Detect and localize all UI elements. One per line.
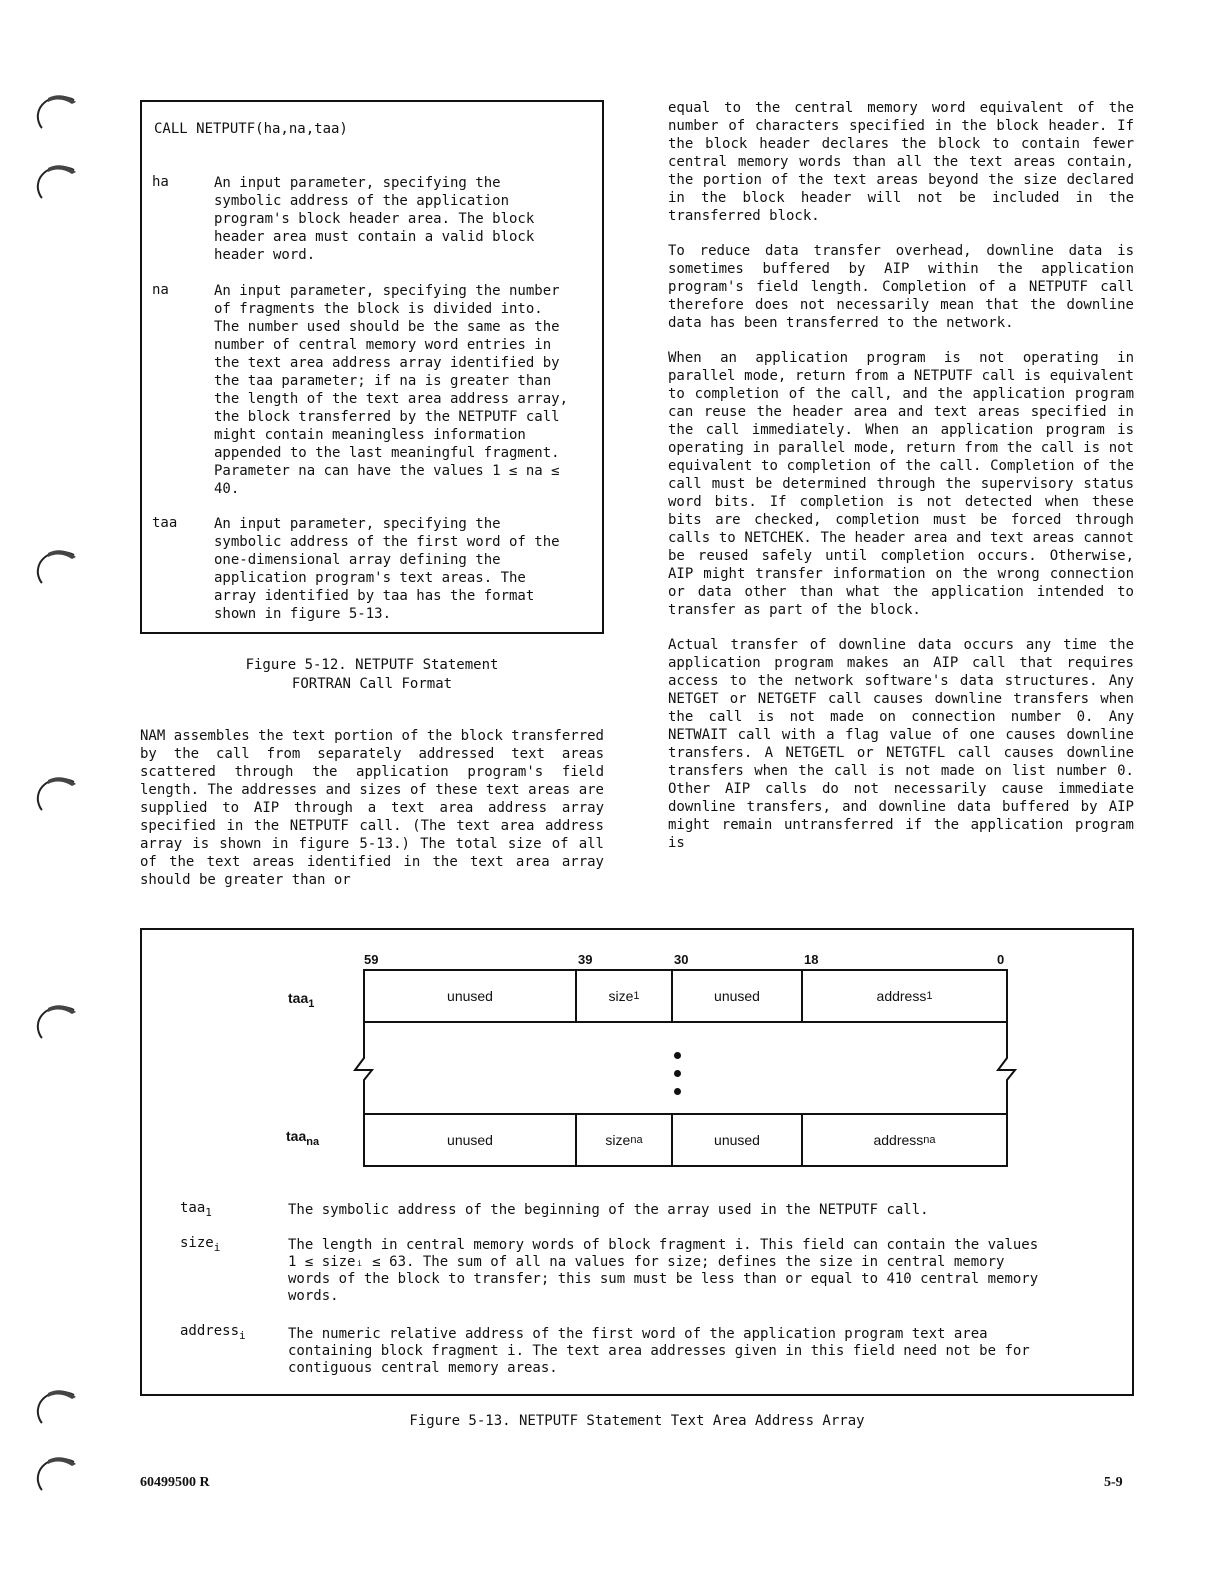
bit-number: 18	[804, 952, 819, 967]
row-label-taana: taa$_{na}$	[286, 1128, 320, 1148]
field-size: size na	[605, 1132, 643, 1148]
bit-number: 39	[578, 952, 593, 967]
body-paragraph: equal to the central memory word equivalent of the number of characters specified in the block header. If the block header declares the block to contain fewer central memory words than all the text areas contain, the portion of the text areas beyond the size declared in the block header will not be included in the transferred block.	[668, 100, 1134, 224]
param-name-taa: taa	[152, 515, 178, 531]
field-address: address na	[873, 1132, 936, 1148]
ellipsis-dot	[674, 1052, 681, 1059]
binder-hole-mark	[34, 90, 78, 134]
page-number: 5-9	[1104, 1475, 1123, 1490]
figure-5-12-caption: Figure 5-12. NETPUTF Statement FORTRAN Call Format	[245, 657, 499, 692]
bit-number: 59	[364, 952, 379, 967]
document-number: 60499500 R	[140, 1475, 210, 1490]
legend-term-size: size$_i$	[180, 1235, 221, 1254]
body-paragraph: To reduce data transfer overhead, downline data is sometimes buffered by AIP within the application program's field length. Completion of a NETPUTF call therefore does not necessarily mean that the downline data has been transferred to the network.	[668, 243, 1134, 331]
field-unused: unused	[714, 988, 760, 1004]
binder-hole-mark	[34, 1452, 78, 1496]
figure-5-13-box	[140, 928, 1134, 1396]
body-paragraph: NAM assembles the text portion of the block transferred by the call from separately addressed text areas scattered through the application program's field length. The addresses and sizes of these text areas are supplied to AIP through a text area address array specified in the NETPUTF call. (The text area address array is shown in figure 5-13.) The total size of all of the text areas identified in the text area array should be greater than or	[140, 728, 604, 888]
body-paragraph: Actual transfer of downline data occurs any time the application program makes an AIP call that requires access to the network software's data structures. Any NETGET or NETGETF call causes downline transfers when the call is not made on connection number 0. Any NETWAIT call with a flag value of one causes downline transfers. A NETGETL or NETGTFL call causes downline transfers when the call is not made on list number 0. Other AIP calls do not necessarily cause immediate downline transfers, and downline data buffered by AIP might remain untransferred if the application program is	[668, 637, 1134, 851]
param-name-ha: ha	[152, 174, 169, 190]
binder-hole-mark	[34, 1000, 78, 1044]
figure-5-13-caption: Figure 5-13. NETPUTF Statement Text Area Address Array	[409, 1413, 865, 1429]
bit-number: 0	[997, 952, 1005, 967]
binder-hole-mark	[34, 545, 78, 589]
field-size: size 1	[608, 988, 640, 1004]
binder-hole-mark	[34, 772, 78, 816]
legend-desc-taa: The symbolic address of the beginning of the array used in the NETPUTF call.	[288, 1202, 929, 1218]
field-address: address 1	[876, 988, 933, 1004]
left-column-text	[140, 727, 604, 906]
row-label-taa1: taa$_1$	[288, 990, 315, 1010]
body-paragraph: When an application program is not operating in parallel mode, return from a NETPUTF call is equivalent to completion of the call, and the application program can reuse the header area and text areas specified in the call immediately. When an application program is operating in parallel mode, return from the call is not equivalent to completion of the call. Completion of the call must be determined through the supervisory status word bits. If completion is not detected when these bits are checked, completion must be forced through calls to NETCHEK. The header area and text areas cannot be reused safely until completion occurs. Otherwise, AIP might transfer information on the wrong connection or data other than what the application intended to transfer as part of the block.	[668, 350, 1134, 618]
ellipsis-dot	[674, 1088, 681, 1095]
param-name-na: na	[152, 282, 169, 298]
param-desc-na: An input parameter, specifying the number of fragments the block is divided into. The number used should be the same as the number of central memory word entries in the text area address array identified by the taa parameter; if na is greater than the length of the text area address array, the block transferred by the NETPUTF call might contain meaningless information appended to the last meaningful fragment. Parameter na can have the values 1 ≤ na ≤ 40.	[214, 283, 569, 497]
right-column-text	[668, 99, 1134, 869]
binder-hole-mark	[34, 1385, 78, 1429]
legend-term-address: address$_i$	[180, 1323, 246, 1342]
field-unused: unused	[447, 988, 493, 1004]
binder-hole-mark	[34, 160, 78, 204]
ellipsis-dot	[674, 1070, 681, 1077]
legend-desc-address: The numeric relative address of the first word of the application program text area containing block fragment i. The text area addresses given in this field need not be for contiguous central memory areas.	[288, 1326, 1030, 1376]
bit-number: 30	[674, 952, 689, 967]
param-desc-ha: An input parameter, specifying the symbolic address of the application program's block header area. The block header area must contain a valid block header word.	[214, 175, 535, 263]
legend-desc-size: The length in central memory words of block fragment i. This field can contain the values 1 ≤ sizeᵢ ≤ 63. The sum of all na values for size; defines the size in central memory words of the block to transfer; this sum must be less than or equal to 410 central memory words.	[288, 1237, 1039, 1304]
call-syntax: CALL NETPUTF(ha,na,taa)	[154, 121, 348, 137]
legend-term-taa: taa$_1$	[180, 1200, 212, 1219]
param-desc-taa: An input parameter, specifying the symbolic address of the first word of the one-dimensional array defining the application program's text areas. The array identified by taa has the format shown in figure 5-13.	[214, 516, 560, 622]
field-unused: unused	[714, 1132, 760, 1148]
figure-5-12-box	[140, 100, 604, 634]
field-unused: unused	[447, 1132, 493, 1148]
